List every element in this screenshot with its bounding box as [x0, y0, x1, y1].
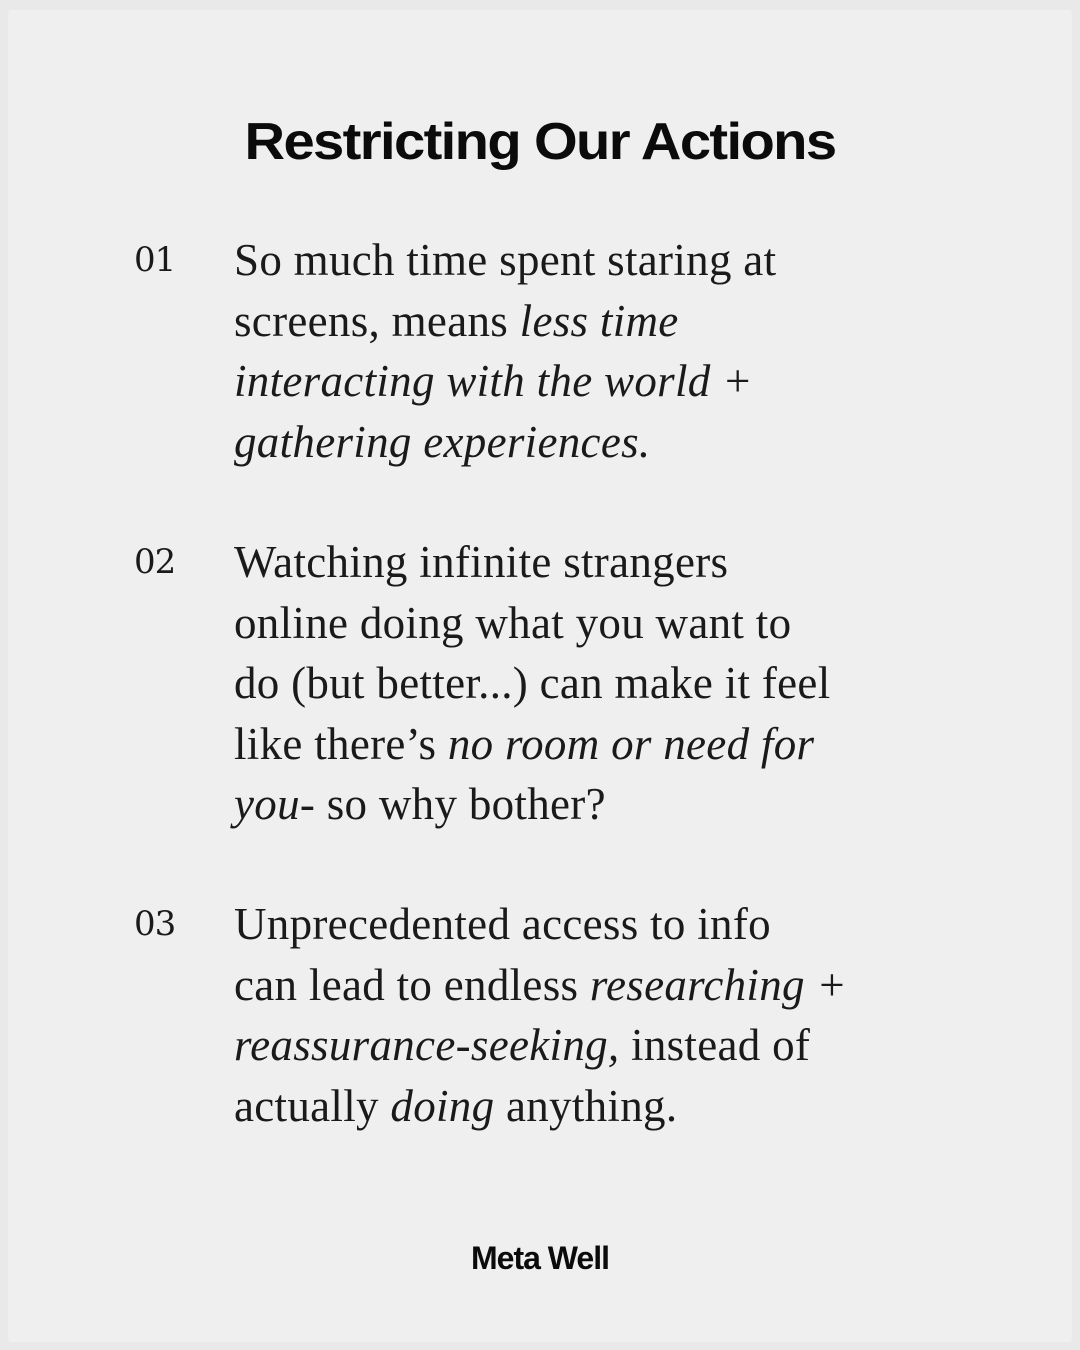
- text-line: [234, 230, 994, 291]
- italic-text: gathering experiences.: [234, 416, 651, 467]
- item-number: 03: [134, 904, 176, 944]
- plain-text: screens, means: [234, 295, 520, 346]
- item-text: [234, 230, 994, 472]
- plain-text: Unprecedented access to info: [234, 899, 771, 949]
- text-line: [234, 532, 994, 593]
- item-text: [234, 532, 994, 835]
- item-number: 01: [134, 240, 176, 280]
- italic-text: less time: [519, 295, 679, 346]
- plain-text: actually: [234, 1080, 391, 1131]
- text-line: [234, 955, 994, 1016]
- text-line: [234, 1015, 994, 1076]
- italic-text: you: [234, 779, 300, 829]
- plain-text: instead of: [619, 1020, 811, 1070]
- text-line: [234, 1076, 994, 1137]
- brand-footer: Meta Well: [471, 1240, 609, 1276]
- italic-text: no room or need for: [447, 718, 815, 769]
- italic-text: reassurance-seeking,: [234, 1020, 620, 1070]
- text-line: [234, 774, 994, 835]
- italic-text: researching +: [589, 959, 848, 1010]
- italic-text: interacting with the world +: [234, 356, 753, 406]
- item-text: [234, 894, 994, 1136]
- plain-text: anything.: [494, 1080, 678, 1131]
- plain-text: like there’s: [234, 718, 448, 769]
- text-line: [234, 291, 994, 352]
- plain-text: online doing what you want to: [234, 597, 792, 648]
- plain-text: do (but better...) can make it feel: [234, 658, 831, 708]
- text-line: [234, 351, 994, 412]
- page-title: Restricting Our Actions: [244, 113, 836, 171]
- item-number: 02: [134, 542, 176, 582]
- text-line: [234, 593, 994, 654]
- italic-text: doing: [390, 1080, 495, 1131]
- plain-text: - so why bother?: [299, 779, 606, 829]
- plain-text: can lead to endless: [234, 959, 590, 1010]
- plain-text: So much time spent staring at: [234, 235, 777, 285]
- text-line: [234, 653, 994, 714]
- text-line: [234, 412, 994, 473]
- text-line: [234, 894, 994, 955]
- plain-text: Watching infinite strangers: [234, 537, 729, 587]
- text-line: [234, 714, 994, 775]
